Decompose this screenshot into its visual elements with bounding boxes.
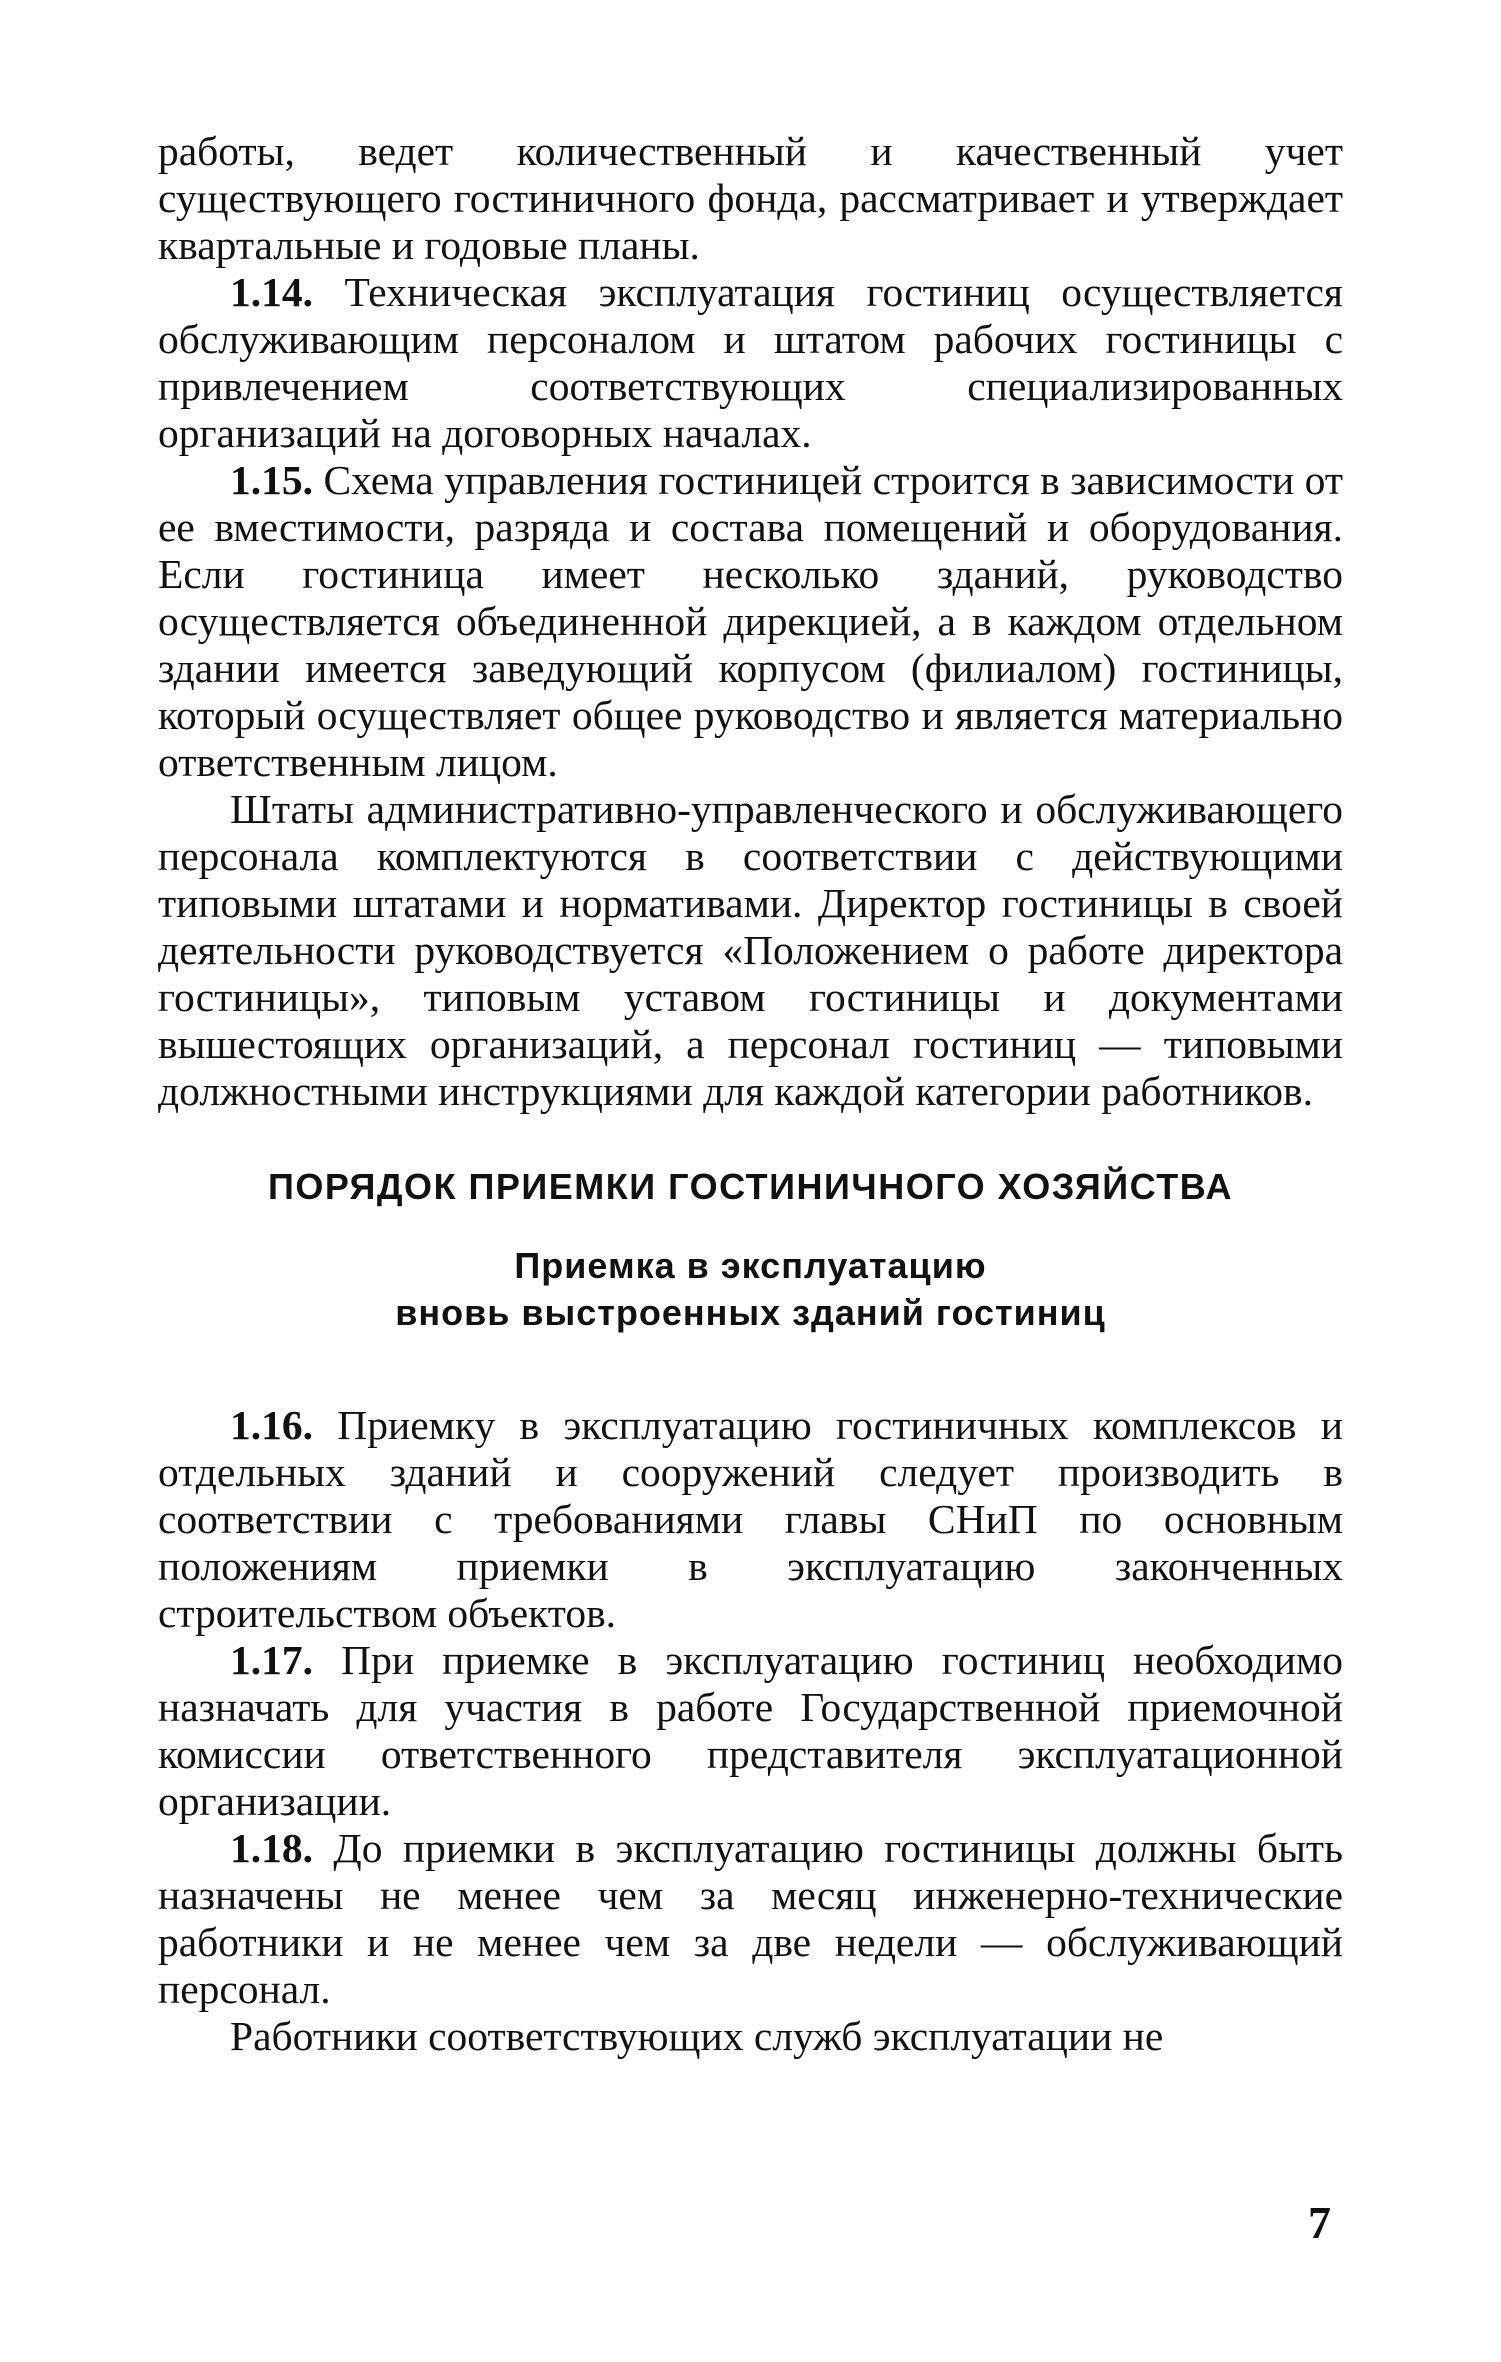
- paragraph-1-15: [158, 457, 1343, 786]
- document-page: [158, 128, 1343, 2060]
- spacer: [158, 1210, 1343, 1242]
- paragraph-text: Техническая эксплуатация гостиниц осуществляется обслуживающим персоналом и штатом рабочих гостиницы с привлечением соответствующих специализированных организаций на договорных началах.: [158, 269, 1343, 456]
- spacer: [158, 1336, 1343, 1402]
- paragraph-text: Схема управления гостиницей строится в зависимости от ее вместимости, разряда и состава помещений и оборудования. Если гостиница имеет несколько зданий, руководство осуществляется объединенной дирекцией, а в каждом отдельном здании имеется заведующий корпусом (филиалом) гостиницы, который осуществляет общее руководство и является материально ответственным лицом.: [158, 457, 1343, 785]
- section-title: ПОРЯДОК ПРИЕМКИ ГОСТИНИЧНОГО ХОЗЯЙСТВА: [268, 1166, 1233, 1207]
- paragraph-continuation: [158, 128, 1343, 269]
- paragraph-text: Работники соответствующих служб эксплуатации не: [230, 2013, 1164, 2059]
- subsection-title-line-1: Приемка в эксплуатацию: [514, 1245, 987, 1286]
- paragraph-1-18: [158, 1825, 1343, 2013]
- paragraph-text: При приемке в эксплуатацию гостиниц необходимо назначать для участия в работе Государственной приемочной комиссии ответственного представителя эксплуатационной организации.: [158, 1637, 1343, 1824]
- paragraph-text: Штаты административно-управленческого и обслуживающего персонала комплектуются в соответствии с действующими типовыми штатами и нормативами. Директор гостиницы в своей деятельности руководствуется «Положением о работе директора гостиницы», типовым уставом гостиницы и документами вышестоящих организаций, а персонал гостиниц — типовыми должностными инструкциями для каждой категории работников.: [158, 786, 1343, 1114]
- clause-number: 1.18.: [230, 1825, 313, 1871]
- clause-number: 1.15.: [230, 457, 313, 503]
- clause-number: 1.17.: [230, 1637, 313, 1683]
- paragraph-text: Приемку в эксплуатацию гостиничных комплексов и отдельных зданий и сооружений следует производить в соответствии с требованиями главы СНиП по основным положениям приемки в эксплуатацию законченных строительством объектов.: [158, 1402, 1343, 1636]
- paragraph-1-16: [158, 1402, 1343, 1637]
- paragraph-workers: [158, 2013, 1343, 2060]
- page-number: 7: [1308, 2197, 1331, 2248]
- paragraph-text: работы, ведет количественный и качественный учет существующего гостиничного фонда, рассматривает и утверждает квартальные и годовые планы.: [158, 128, 1343, 268]
- subsection-title-line-2: вновь выстроенных зданий гостиниц: [395, 1292, 1106, 1333]
- paragraph-1-17: [158, 1637, 1343, 1825]
- paragraph-1-14: [158, 269, 1343, 457]
- clause-number: 1.16.: [230, 1402, 313, 1448]
- paragraph-staff: [158, 786, 1343, 1115]
- clause-number: 1.14.: [230, 269, 313, 315]
- spacer: [158, 1115, 1343, 1163]
- paragraph-text: До приемки в эксплуатацию гостиницы должны быть назначены не менее чем за месяц инженерно-технические работники и не менее чем за две недели — обслуживающий персонал.: [158, 1825, 1343, 2012]
